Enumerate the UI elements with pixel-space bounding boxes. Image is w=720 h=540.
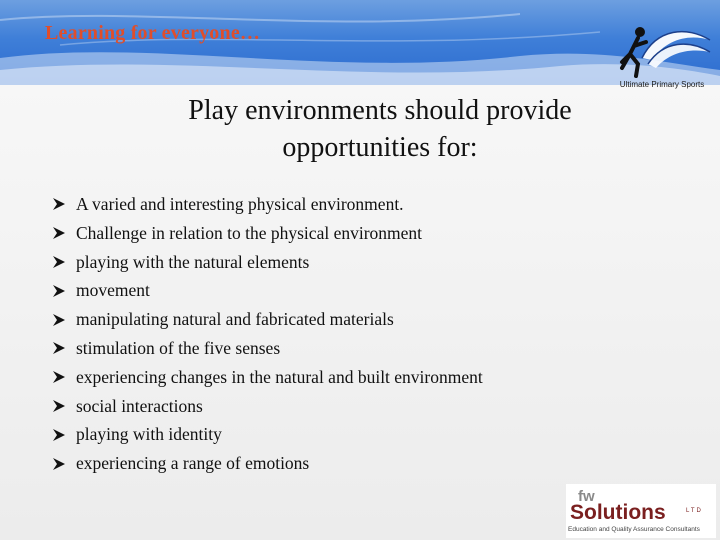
list-item: [52, 276, 483, 305]
bullet-text: manipulating natural and fabricated materials: [76, 309, 394, 330]
list-item: [52, 219, 483, 248]
arrow-bullet-icon: [52, 428, 76, 442]
arrow-bullet-icon: [52, 313, 76, 327]
arrow-bullet-icon: [52, 457, 76, 471]
arrow-bullet-icon: [52, 255, 76, 269]
slide-title: [120, 92, 640, 166]
fw-solutions-logo: [566, 484, 716, 538]
bullet-text: playing with identity: [76, 424, 222, 445]
list-item: [52, 449, 483, 478]
arrow-bullet-icon: [52, 284, 76, 298]
bullet-text: experiencing a range of emotions: [76, 453, 310, 474]
header-title: Learning for everyone…: [45, 22, 261, 44]
bullet-text: stimulation of the five senses: [76, 337, 281, 358]
arrow-bullet-icon: [52, 399, 76, 413]
list-item: [52, 190, 483, 219]
slide-title-line-1: Play environments should provide: [188, 95, 572, 126]
list-item: [52, 363, 483, 392]
arrow-bullet-icon: [52, 197, 76, 211]
arrow-bullet-icon: [52, 226, 76, 240]
bullet-list: [52, 190, 483, 478]
fw-logo-ltd: LTD: [686, 508, 703, 514]
bullet-text: movement: [76, 280, 150, 301]
arrow-bullet-icon: [52, 370, 76, 384]
fw-logo-main: Solutions: [570, 501, 666, 524]
list-item: [52, 248, 483, 277]
fw-logo-subtitle: Education and Quality Assurance Consultants: [568, 526, 700, 533]
bullet-text: playing with the natural elements: [76, 251, 310, 272]
ultimate-primary-sports-logo: [612, 18, 712, 92]
runner-icon: [612, 18, 712, 80]
logo-caption: Ultimate Primary Sports: [619, 80, 705, 89]
bullet-text: experiencing changes in the natural and built environment: [76, 366, 483, 387]
list-item: [52, 420, 483, 449]
bullet-text: social interactions: [76, 395, 203, 416]
list-item: [52, 392, 483, 421]
list-item: [52, 334, 483, 363]
slide-title-line-2: opportunities for:: [282, 132, 478, 163]
bullet-text: Challenge in relation to the physical environment: [76, 222, 423, 243]
bullet-text: A varied and interesting physical environment.: [76, 194, 404, 214]
arrow-bullet-icon: [52, 341, 76, 355]
fw-logo-top: fw: [578, 488, 595, 505]
list-item: [52, 305, 483, 334]
